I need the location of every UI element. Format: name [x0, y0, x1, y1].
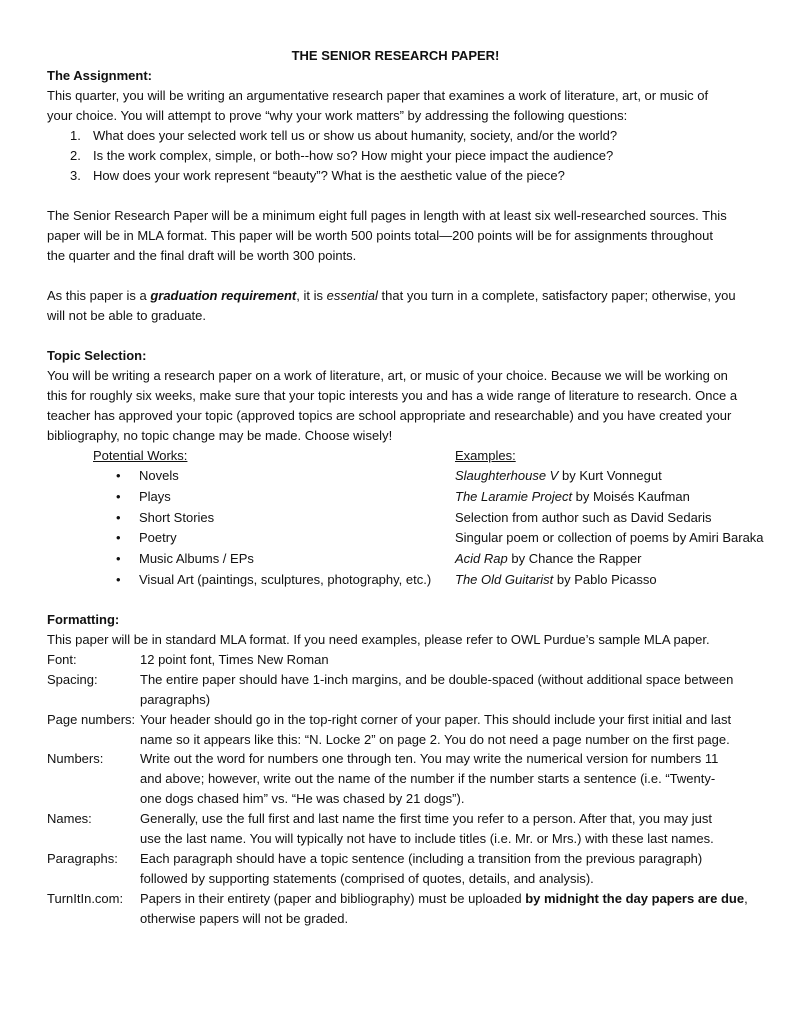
formatting-intro: This paper will be in standard MLA format. If you need examples, please refer to OWL Purdue’s sample MLA paper. [47, 632, 710, 647]
rule-label-paragraphs: Paragraphs: [47, 851, 118, 866]
example-item [455, 530, 764, 546]
example-item [455, 551, 641, 567]
requirements-line-3: the quarter and the final draft will be worth 300 points. [47, 248, 357, 263]
rule-text: The entire paper should have 1-inch margins, and be double-spaced (without additional space between [140, 672, 734, 687]
rule-label-turnitin: TurnItIn.com: [47, 891, 124, 906]
graduation-requirement-emphasis: graduation requirement [150, 288, 297, 303]
rule-text: Write out the word for numbers one through ten. You may write the numerical version for numbers 11 [140, 751, 719, 766]
list-item: Plays [139, 489, 171, 504]
list-item: Visual Art (paintings, sculptures, photography, etc.) [139, 572, 432, 587]
rule-text: Each paragraph should have a topic sentence (including a transition from the previous paragraph) [140, 851, 703, 866]
list-item: Poetry [139, 530, 177, 545]
rule-label-names: Names: [47, 811, 92, 826]
bullet-icon: • [116, 510, 121, 525]
topic-heading: Topic Selection: [47, 348, 147, 363]
rule-label-numbers: Numbers: [47, 751, 104, 766]
question-number: 1. [70, 128, 81, 143]
graduation-text: As this paper is a [47, 288, 151, 303]
question-text: Is the work complex, simple, or both--how so? How might your piece impact the audience? [93, 148, 614, 163]
rule-text: use the last name. You will typically not have to include titles (i.e. Mr. or Mrs.) with these last names. [140, 831, 714, 846]
requirements-line-2: paper will be in MLA format. This paper will be worth 500 points total—200 points will be for assignments throughout [47, 228, 714, 243]
list-item: Novels [139, 468, 179, 483]
rule-label-spacing: Spacing: [47, 672, 98, 687]
topic-line-3: teacher has approved your topic (approved topics are school appropriate and researchable) and you have created your [47, 408, 732, 423]
turnitin-text: Papers in their entirety (paper and bibliography) must be uploaded [140, 891, 526, 906]
example-item [455, 572, 657, 588]
rule-text: Your header should go in the top-right corner of your paper. This should include your first initial and last [140, 712, 732, 727]
turnitin-text: , [744, 891, 748, 906]
potential-works-label: Potential Works: [93, 448, 188, 463]
rule-text: Generally, use the full first and last name the first time you refer to a person. After that, you may just [140, 811, 713, 826]
example-title: The Old Guitarist [455, 572, 554, 587]
example-text: by Moisés Kaufman [572, 489, 690, 504]
rule-label-page-numbers: Page numbers: [47, 712, 136, 727]
list-item: Music Albums / EPs [139, 551, 254, 566]
bullet-icon: • [116, 530, 121, 545]
example-title: Slaughterhouse V [455, 468, 559, 483]
assignment-heading: The Assignment: [47, 68, 152, 83]
bullet-icon: • [116, 551, 121, 566]
assignment-intro-line-1: This quarter, you will be writing an argumentative research paper that examines a work of literature, art, or music of [47, 88, 709, 103]
rule-text: 12 point font, Times New Roman [140, 652, 329, 667]
question-text: How does your work represent “beauty”? What is the aesthetic value of the piece? [93, 168, 565, 183]
bullet-icon: • [116, 489, 121, 504]
rule-text: one dogs chased him” vs. “He was chased by 21 dogs”). [140, 791, 465, 806]
example-item [455, 489, 690, 505]
graduation-text: that you turn in a complete, satisfactory paper; otherwise, you [377, 288, 736, 303]
example-item [455, 510, 712, 526]
graduation-text: , it is [296, 288, 327, 303]
examples-label: Examples: [455, 448, 516, 463]
rule-text: paragraphs) [140, 692, 211, 707]
document-title: THE SENIOR RESEARCH PAPER! [291, 48, 500, 63]
bullet-icon: • [116, 468, 121, 483]
graduation-line-2: will not be able to graduate. [47, 308, 206, 323]
bullet-icon: • [116, 572, 121, 587]
example-item [455, 468, 662, 484]
rule-label-font: Font: [47, 652, 77, 667]
example-text: Selection from author such as David Sedaris [455, 510, 712, 525]
rule-text: followed by supporting statements (comprised of quotes, details, and analysis). [140, 871, 594, 886]
rule-text: and above; however, write out the name of the number if the number starts a sentence (i.e. “Twenty- [140, 771, 716, 786]
requirements-line-1: The Senior Research Paper will be a minimum eight full pages in length with at least six well-researched sources. This [47, 208, 727, 223]
rule-text: otherwise papers will not be graded. [140, 911, 349, 926]
topic-line-1: You will be writing a research paper on a work of literature, art, or music of your choice. Because we will be working on [47, 368, 728, 383]
deadline-emphasis: by midnight the day papers are due [525, 891, 745, 906]
example-text: by Pablo Picasso [553, 572, 657, 587]
list-item: Short Stories [139, 510, 215, 525]
example-title: Acid Rap [455, 551, 508, 566]
rule-text: name so it appears like this: “N. Locke 2” on page 2. You do not need a page number on the first page. [140, 732, 730, 747]
rule-text [140, 891, 748, 907]
question-number: 3. [70, 168, 81, 183]
assignment-intro-line-2: your choice. You will attempt to prove “why your work matters” by addressing the following questions: [47, 108, 628, 123]
example-text: by Chance the Rapper [507, 551, 642, 566]
topic-line-4: bibliography, no topic change may be made. Choose wisely! [47, 428, 393, 443]
formatting-heading: Formatting: [47, 612, 120, 627]
example-text: by Kurt Vonnegut [558, 468, 662, 483]
essential-emphasis: essential [326, 288, 378, 303]
question-text: What does your selected work tell us or show us about humanity, society, and/or the world? [93, 128, 618, 143]
question-number: 2. [70, 148, 81, 163]
example-text: Singular poem or collection of poems by Amiri Baraka [455, 530, 764, 545]
graduation-line-1 [47, 288, 736, 304]
topic-line-2: this for roughly six weeks, make sure that your topic interests you and has a wide range of literature to research. Once a [47, 388, 738, 403]
example-title: The Laramie Project [455, 489, 573, 504]
